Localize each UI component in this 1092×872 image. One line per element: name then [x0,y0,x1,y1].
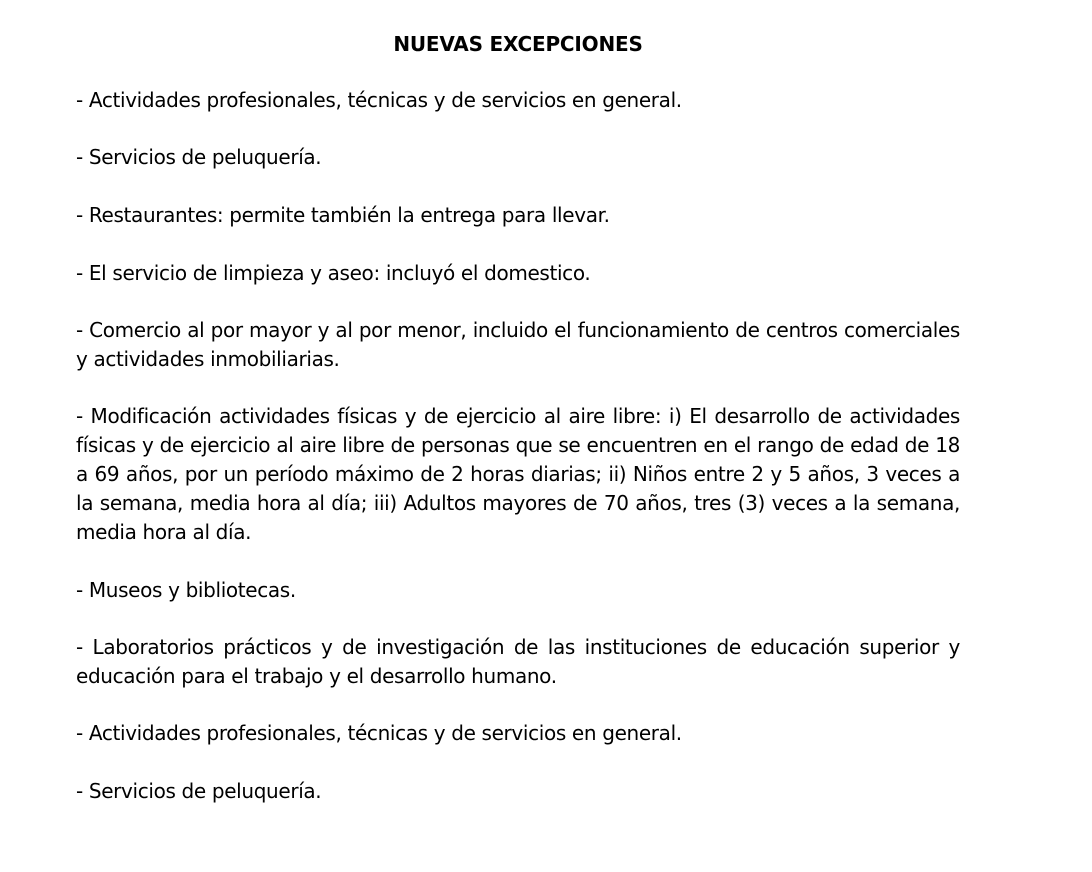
document-title: NUEVAS EXCEPCIONES [393,32,643,56]
list-item: - Museos y bibliotecas. [76,578,296,602]
list-item: - Actividades profesionales, técnicas y de servicios en general. [76,88,682,112]
list-item: - Servicios de peluquería. [76,779,322,803]
list-item: - Servicios de peluquería. [76,145,322,169]
list-item: - Comercio al por mayor y al por menor, incluido el funcionamiento de centros comerciales y actividades inmobiliarias. [76,318,960,371]
list-item: - Restaurantes: permite también la entrega para llevar. [76,203,610,227]
list-item: - Laboratorios prácticos y de investigación de las instituciones de educación superior y educación para el trabajo y el desarrollo humano. [76,635,960,688]
list-item: - Actividades profesionales, técnicas y de servicios en general. [76,721,682,745]
list-item: - El servicio de limpieza y aseo: incluyó el domestico. [76,261,591,285]
list-item: - Modificación actividades físicas y de ejercicio al aire libre: i) El desarrollo de actividades físicas y de ejercicio al aire libre de personas que se encuentren en el rango de edad de 18 a 69 años, por un período máximo de 2 horas diarias; ii) Niños entre 2 y 5 años, 3 veces a la semana, media hora al día; iii) Adultos mayores de 70 años, tres (3) veces a la semana, media hora al día. [76,404,960,544]
